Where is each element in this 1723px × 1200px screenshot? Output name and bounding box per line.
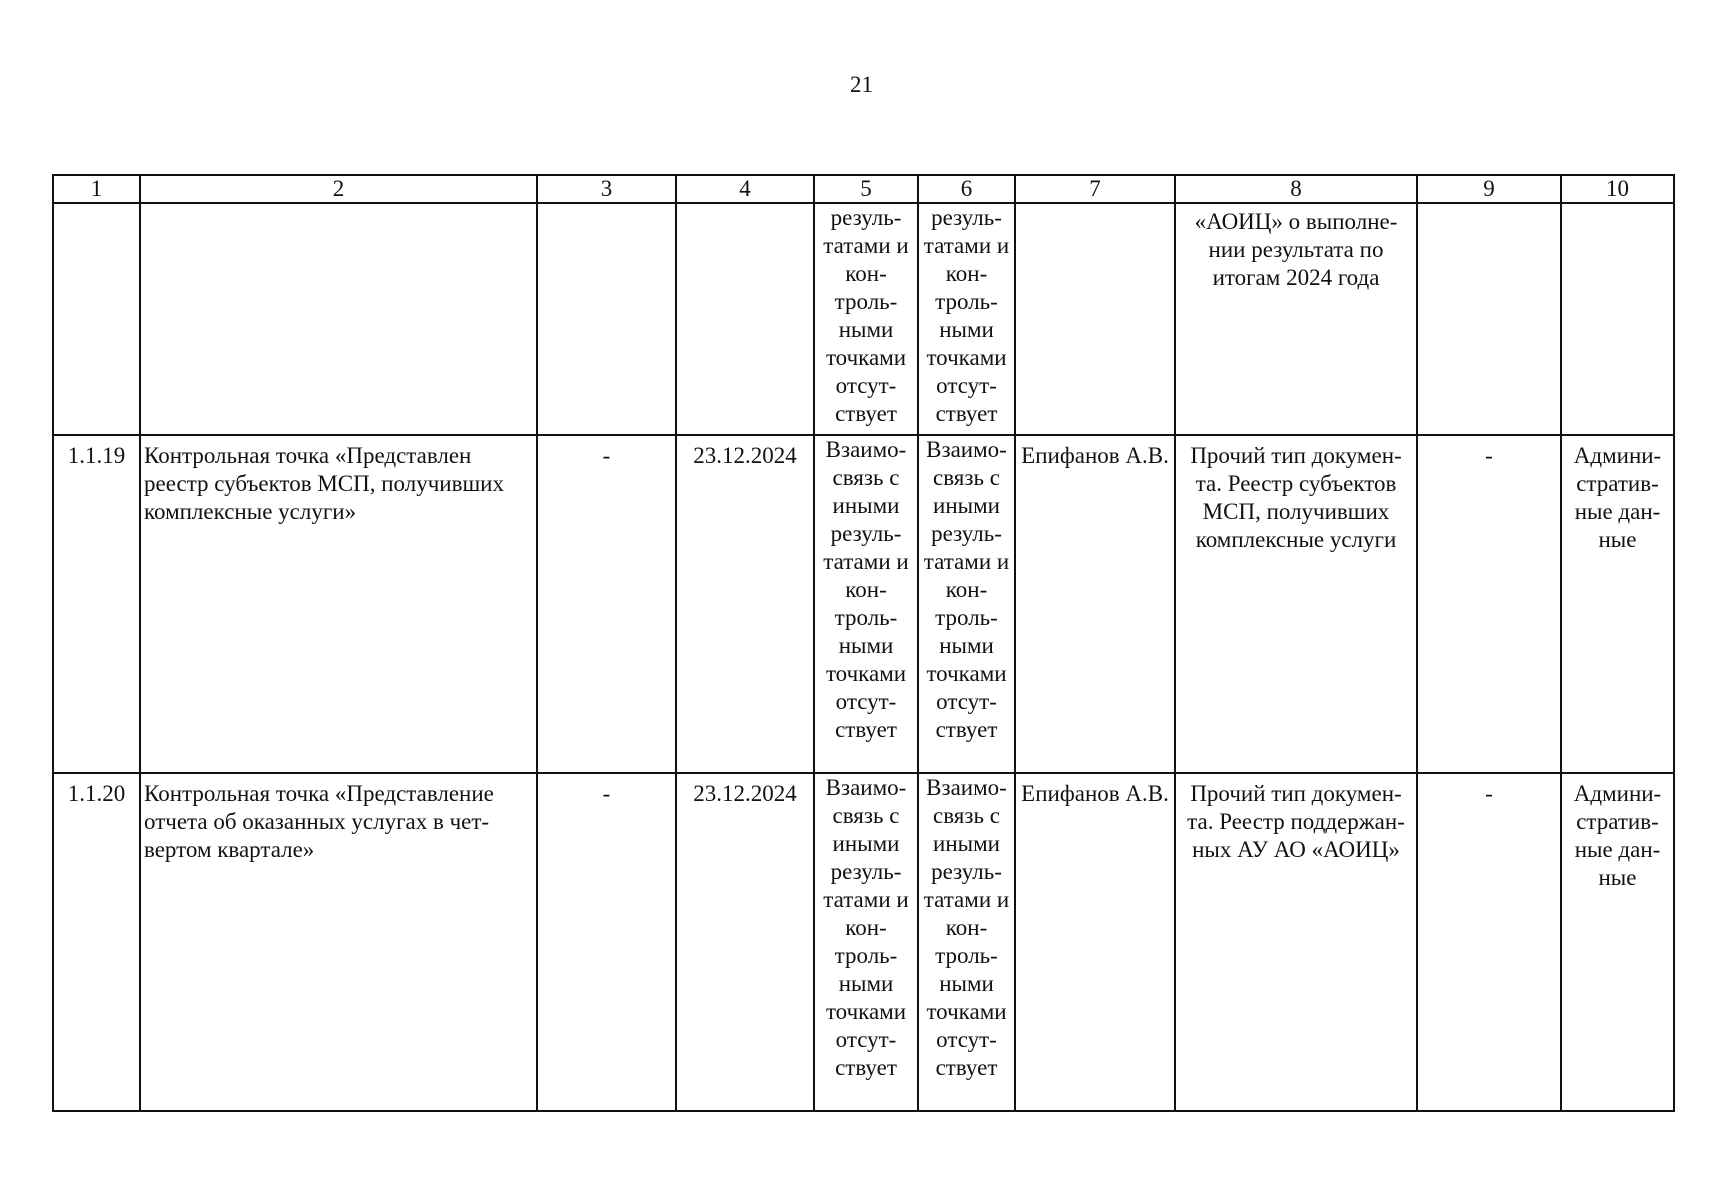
header-col-9: 9 — [1417, 175, 1561, 203]
cell-number: 1.1.20 — [53, 773, 140, 1111]
cell-data-source: Админи-стратив-ные дан-ные — [1561, 435, 1674, 773]
cell-number: 1.1.19 — [53, 435, 140, 773]
table-header — [53, 175, 1674, 203]
header-col-6: 6 — [918, 175, 1015, 203]
cell-name: Контрольная точка «Представлен реестр субъектов МСП, получивших комплексные услуги» — [140, 435, 537, 773]
cell-name: Контрольная точка «Представление отчета об оказанных услугах в чет-вертом квартале» — [140, 773, 537, 1111]
cell-successors: Взаимо-связь с иными резуль-татами и кон-троль-ными точками отсут-ствует — [918, 773, 1015, 1111]
cell-predecessors: резуль-татами и кон-троль-ными точками отсут-ствует — [814, 203, 918, 435]
cell-responsible: Епифанов А.В. — [1015, 773, 1175, 1111]
results-table — [52, 174, 1675, 1112]
cell-predecessors: Взаимо-связь с иными резуль-татами и кон-троль-ными точками отсут-ствует — [814, 435, 918, 773]
cell-document-type: Прочий тип докумен-та. Реестр субъектов МСП, получивших комплексные услуги — [1175, 435, 1417, 773]
header-col-4: 4 — [676, 175, 814, 203]
cell-document-type: Прочий тип докумен-та. Реестр поддержан-ных АУ АО «АОИЦ» — [1175, 773, 1417, 1111]
cell-successors: Взаимо-связь с иными резуль-татами и кон-троль-ными точками отсут-ствует — [918, 435, 1015, 773]
page-number: 21 — [850, 72, 873, 97]
cell-base-value: - — [537, 435, 676, 773]
cell-base-value — [537, 203, 676, 435]
table-row-continuation — [53, 203, 1674, 435]
header-col-2: 2 — [140, 175, 537, 203]
header-row — [53, 175, 1674, 203]
cell-name — [140, 203, 537, 435]
header-col-7: 7 — [1015, 175, 1175, 203]
cell-date: 23.12.2024 — [676, 773, 814, 1111]
cell-base-value: - — [537, 773, 676, 1111]
cell-number — [53, 203, 140, 435]
cell-data-source — [1561, 203, 1674, 435]
table-row-1-1-20 — [53, 773, 1674, 1111]
cell-predecessors: Взаимо-связь с иными резуль-татами и кон-троль-ными точками отсут-ствует — [814, 773, 918, 1111]
cell-date: 23.12.2024 — [676, 435, 814, 773]
cell-column-9: - — [1417, 435, 1561, 773]
cell-date — [676, 203, 814, 435]
header-col-1: 1 — [53, 175, 140, 203]
header-col-8: 8 — [1175, 175, 1417, 203]
cell-data-source: Админи-стратив-ные дан-ные — [1561, 773, 1674, 1111]
cell-column-9: - — [1417, 773, 1561, 1111]
cell-document-type: «АОИЦ» о выполне-нии результата по итогам 2024 года — [1175, 203, 1417, 435]
cell-column-9 — [1417, 203, 1561, 435]
header-col-10: 10 — [1561, 175, 1674, 203]
cell-successors: резуль-татами и кон-троль-ными точками отсут-ствует — [918, 203, 1015, 435]
header-col-3: 3 — [537, 175, 676, 203]
cell-responsible — [1015, 203, 1175, 435]
table-row-1-1-19 — [53, 435, 1674, 773]
cell-responsible: Епифанов А.В. — [1015, 435, 1175, 773]
header-col-5: 5 — [814, 175, 918, 203]
